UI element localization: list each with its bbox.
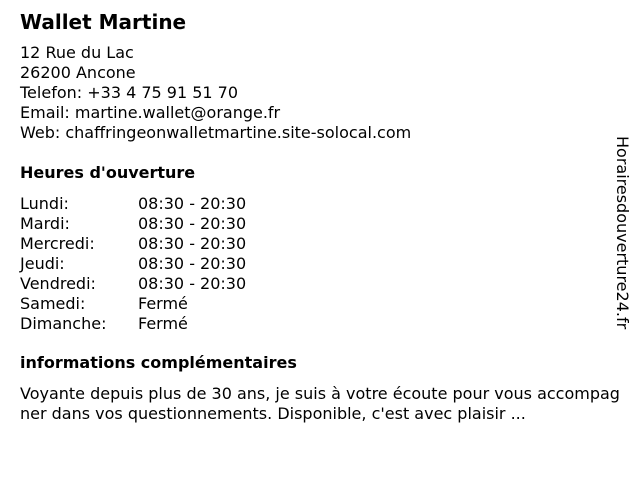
email-address: Email: martine.wallet@orange.fr <box>20 103 281 122</box>
additional-info-heading: informations complémentaires <box>20 353 297 372</box>
day-label: Mardi: <box>20 214 70 233</box>
hours-row-thursday <box>20 254 246 274</box>
website: Web: chaffringeonwalletmartine.site-solocal.com <box>20 123 412 142</box>
hours-value: 08:30 - 20:30 <box>138 194 247 213</box>
hours-value: Fermé <box>138 294 188 313</box>
day-label: Lundi: <box>20 194 69 213</box>
hours-row-tuesday <box>20 214 246 234</box>
site-brand-watermark: Horairesdouverture24.fr <box>613 136 632 330</box>
hours-value: 08:30 - 20:30 <box>138 234 247 253</box>
hours-value: Fermé <box>138 314 188 333</box>
day-label: Dimanche: <box>20 314 107 333</box>
business-name: Wallet Martine <box>20 10 187 34</box>
hours-row-sunday <box>20 314 246 334</box>
day-label: Vendredi: <box>20 274 96 293</box>
opening-hours-table <box>20 194 246 334</box>
hours-row-saturday <box>20 294 246 314</box>
day-label: Mercredi: <box>20 234 95 253</box>
hours-value: 08:30 - 20:30 <box>138 274 247 293</box>
day-label: Samedi: <box>20 294 86 313</box>
contact-block <box>20 43 411 143</box>
day-label: Jeudi: <box>20 254 65 273</box>
business-description: Voyante depuis plus de 30 ans, je suis à votre écoute pour vous accompagner dans vos questionnements. Disponible, c'est avec plaisir ... <box>20 384 620 423</box>
hours-row-monday <box>20 194 246 214</box>
phone-number: Telefon: +33 4 75 91 51 70 <box>20 83 239 102</box>
hours-row-wednesday <box>20 234 246 254</box>
street-address: 12 Rue du Lac <box>20 43 134 62</box>
hours-value: 08:30 - 20:30 <box>138 254 247 273</box>
opening-hours-heading: Heures d'ouverture <box>20 163 196 182</box>
hours-value: 08:30 - 20:30 <box>138 214 247 233</box>
hours-row-friday <box>20 274 246 294</box>
city-address: 26200 Ancone <box>20 63 136 82</box>
